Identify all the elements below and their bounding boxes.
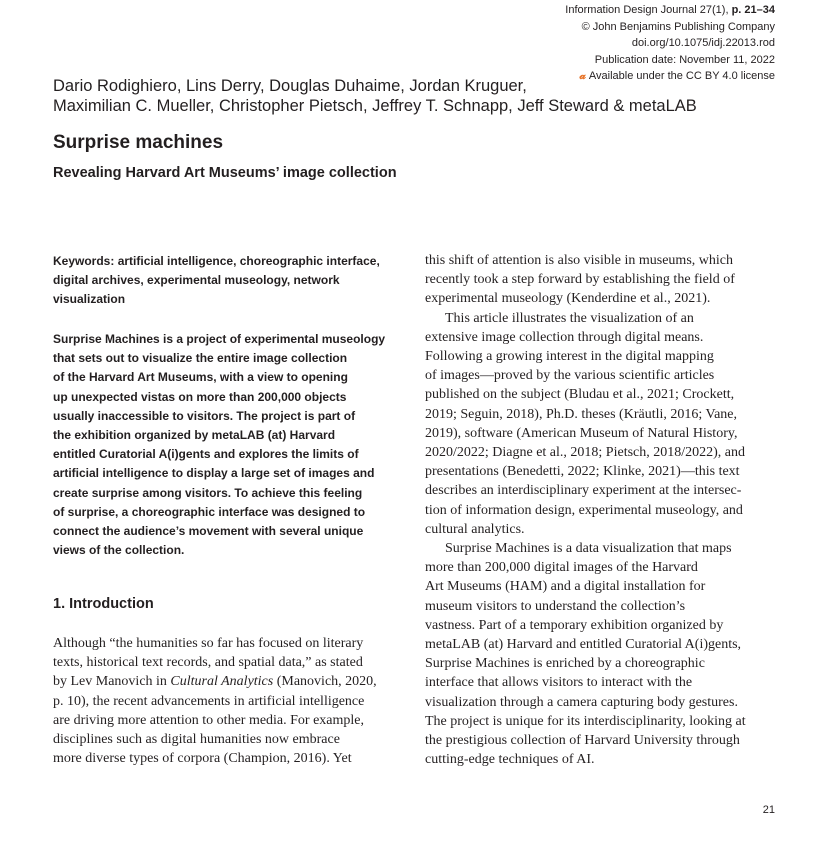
body-line: tion of information design, experimental museology, and	[425, 502, 743, 518]
publication-info	[415, 2, 775, 85]
journal-citation	[415, 2, 775, 19]
body-line: cultural analytics.	[425, 521, 525, 537]
abstract-line: up unexpected vistas on more than 200,000 objects	[53, 389, 347, 404]
body-line: describes an interdisciplinary experiment at the intersec-	[425, 483, 742, 499]
abstract-line: usually inaccessible to visitors. The project is part of	[53, 408, 356, 423]
body-line: of images—proved by the various scientific articles	[425, 368, 715, 384]
body-line: 2019), software (American Museum of Natural History,	[425, 425, 738, 441]
keywords-line	[53, 252, 403, 271]
body-text: by Lev Manovich in	[53, 674, 171, 690]
body-line: the prestigious collection of Harvard University through	[425, 733, 740, 749]
body-line: visualization through a camera capturing body gestures.	[425, 694, 738, 710]
page-range: p. 21–34	[731, 4, 775, 16]
keywords-line: visualization	[53, 292, 126, 307]
body-line: cutting-edge techniques of AI.	[425, 752, 595, 768]
doi-link[interactable]: doi.org/10.1075/idj.22013.rod	[631, 37, 775, 50]
body-line	[53, 711, 403, 730]
body-line	[53, 730, 403, 749]
body-line: extensive image collection through digital means.	[425, 329, 704, 345]
body-line: experimental museology (Kenderdine et al., 2021).	[425, 291, 711, 307]
abstract-line: views of the collection.	[53, 543, 185, 558]
body-line: more than 200,000 digital images of the Harvard	[425, 560, 698, 576]
body-line: 2019; Seguin, 2018), Ph.D. theses (Kräutli, 2016; Vane,	[425, 406, 737, 422]
body-text: texts, historical text records, and spatial data,” as stated	[53, 655, 363, 671]
intro-body	[53, 634, 403, 768]
page-number: 21	[762, 804, 775, 816]
abstract-line: create surprise among visitors. To achieve this feeling	[53, 485, 363, 500]
article-title: Surprise machines	[53, 132, 224, 153]
body-line: This article illustrates the visualization of an	[445, 310, 694, 326]
right-column-body	[425, 251, 785, 769]
body-line: metaLAB (at) Harvard and entitled Curatorial A(i)gents,	[425, 637, 742, 653]
body-line: The project is unique for its interdisciplinarity, looking at	[425, 713, 746, 729]
copyright-line: © John Benjamins Publishing Company	[581, 20, 775, 33]
body-line: Following a growing interest in the digital mapping	[425, 349, 714, 365]
publication-date: Publication date: November 11, 2022	[594, 53, 775, 66]
keywords-text: artificial intelligence, choreographic interface,	[114, 254, 380, 268]
license-text: Available under the CC BY 4.0 license	[588, 70, 775, 83]
abstract-line: entitled Curatorial A(i)gents and explores the limits of	[53, 447, 359, 462]
author-list	[53, 76, 793, 116]
body-text: disciplines such as digital humanities now embrace	[53, 732, 340, 748]
body-text: p. 10), the recent advancements in artificial intelligence	[53, 693, 365, 709]
journal-name: Information Design Journal 27(1),	[565, 4, 732, 16]
body-line	[53, 749, 403, 768]
abstract-line: Surprise Machines is a project of experimental museology	[53, 332, 386, 346]
author-line: Maximilian C. Mueller, Christopher Pietsch, Jeffrey T. Schnapp, Jeff Steward & metaLAB	[53, 97, 697, 115]
body-line	[53, 653, 403, 672]
body-line: 2020/2022; Diagne et al., 2018; Pietsch, 2018/2022), and	[425, 445, 746, 461]
body-line: Art Museums (HAM) and a digital installation for	[425, 579, 706, 595]
body-line: recently took a step forward by establishing the field of	[425, 272, 735, 288]
body-text: are driving more attention to other media. For example,	[53, 712, 365, 728]
article-subtitle: Revealing Harvard Art Museums’ image collection	[53, 165, 397, 181]
body-line	[53, 692, 403, 711]
keywords-line: digital archives, experimental museology, network	[53, 273, 340, 288]
abstract-block	[53, 330, 403, 560]
abstract-line: that sets out to visualize the entire image collection	[53, 351, 348, 366]
body-line: interface that allows visitors to interact with the	[425, 675, 693, 691]
author-line: Dario Rodighiero, Lins Derry, Douglas Duhaime, Jordan Kruguer,	[53, 77, 527, 95]
body-line: museum visitors to understand the collection’s	[425, 598, 686, 614]
body-line	[53, 672, 403, 691]
book-title: Cultural Analytics	[170, 674, 274, 690]
body-line: published on the subject (Bludau et al., 2021; Crockett,	[425, 387, 735, 403]
body-text: more diverse types of corpora (Champion, 2016). Yet	[53, 751, 352, 767]
body-text: Although “the humanities so far has focused on literary	[53, 636, 364, 651]
body-line: vastness. Part of a temporary exhibition organized by	[425, 617, 724, 633]
open-access-icon: 𝓪	[579, 70, 586, 83]
section-heading: 1. Introduction	[53, 596, 154, 612]
abstract-line: of the Harvard Art Museums, with a view to opening	[53, 370, 348, 385]
abstract-line: connect the audience’s movement with several unique	[53, 524, 364, 539]
body-line: Surprise Machines is enriched by a choreographic	[425, 656, 705, 672]
keywords-block	[53, 252, 403, 310]
body-text: (Manovich, 2020,	[273, 674, 377, 690]
abstract-line: the exhibition organized by metaLAB (at) Harvard	[53, 428, 336, 443]
body-line: this shift of attention is also visible in museums, which	[425, 253, 733, 268]
body-line: Surprise Machines is a data visualization that maps	[445, 541, 732, 557]
body-line: presentations (Benedetti, 2022; Klinke, 2021)—this text	[425, 464, 740, 480]
body-line	[53, 634, 403, 653]
keywords-label: Keywords:	[53, 254, 115, 268]
abstract-line: of surprise, a choreographic interface was designed to	[53, 504, 366, 519]
abstract-line: artificial intelligence to display a large set of images and	[53, 466, 375, 481]
